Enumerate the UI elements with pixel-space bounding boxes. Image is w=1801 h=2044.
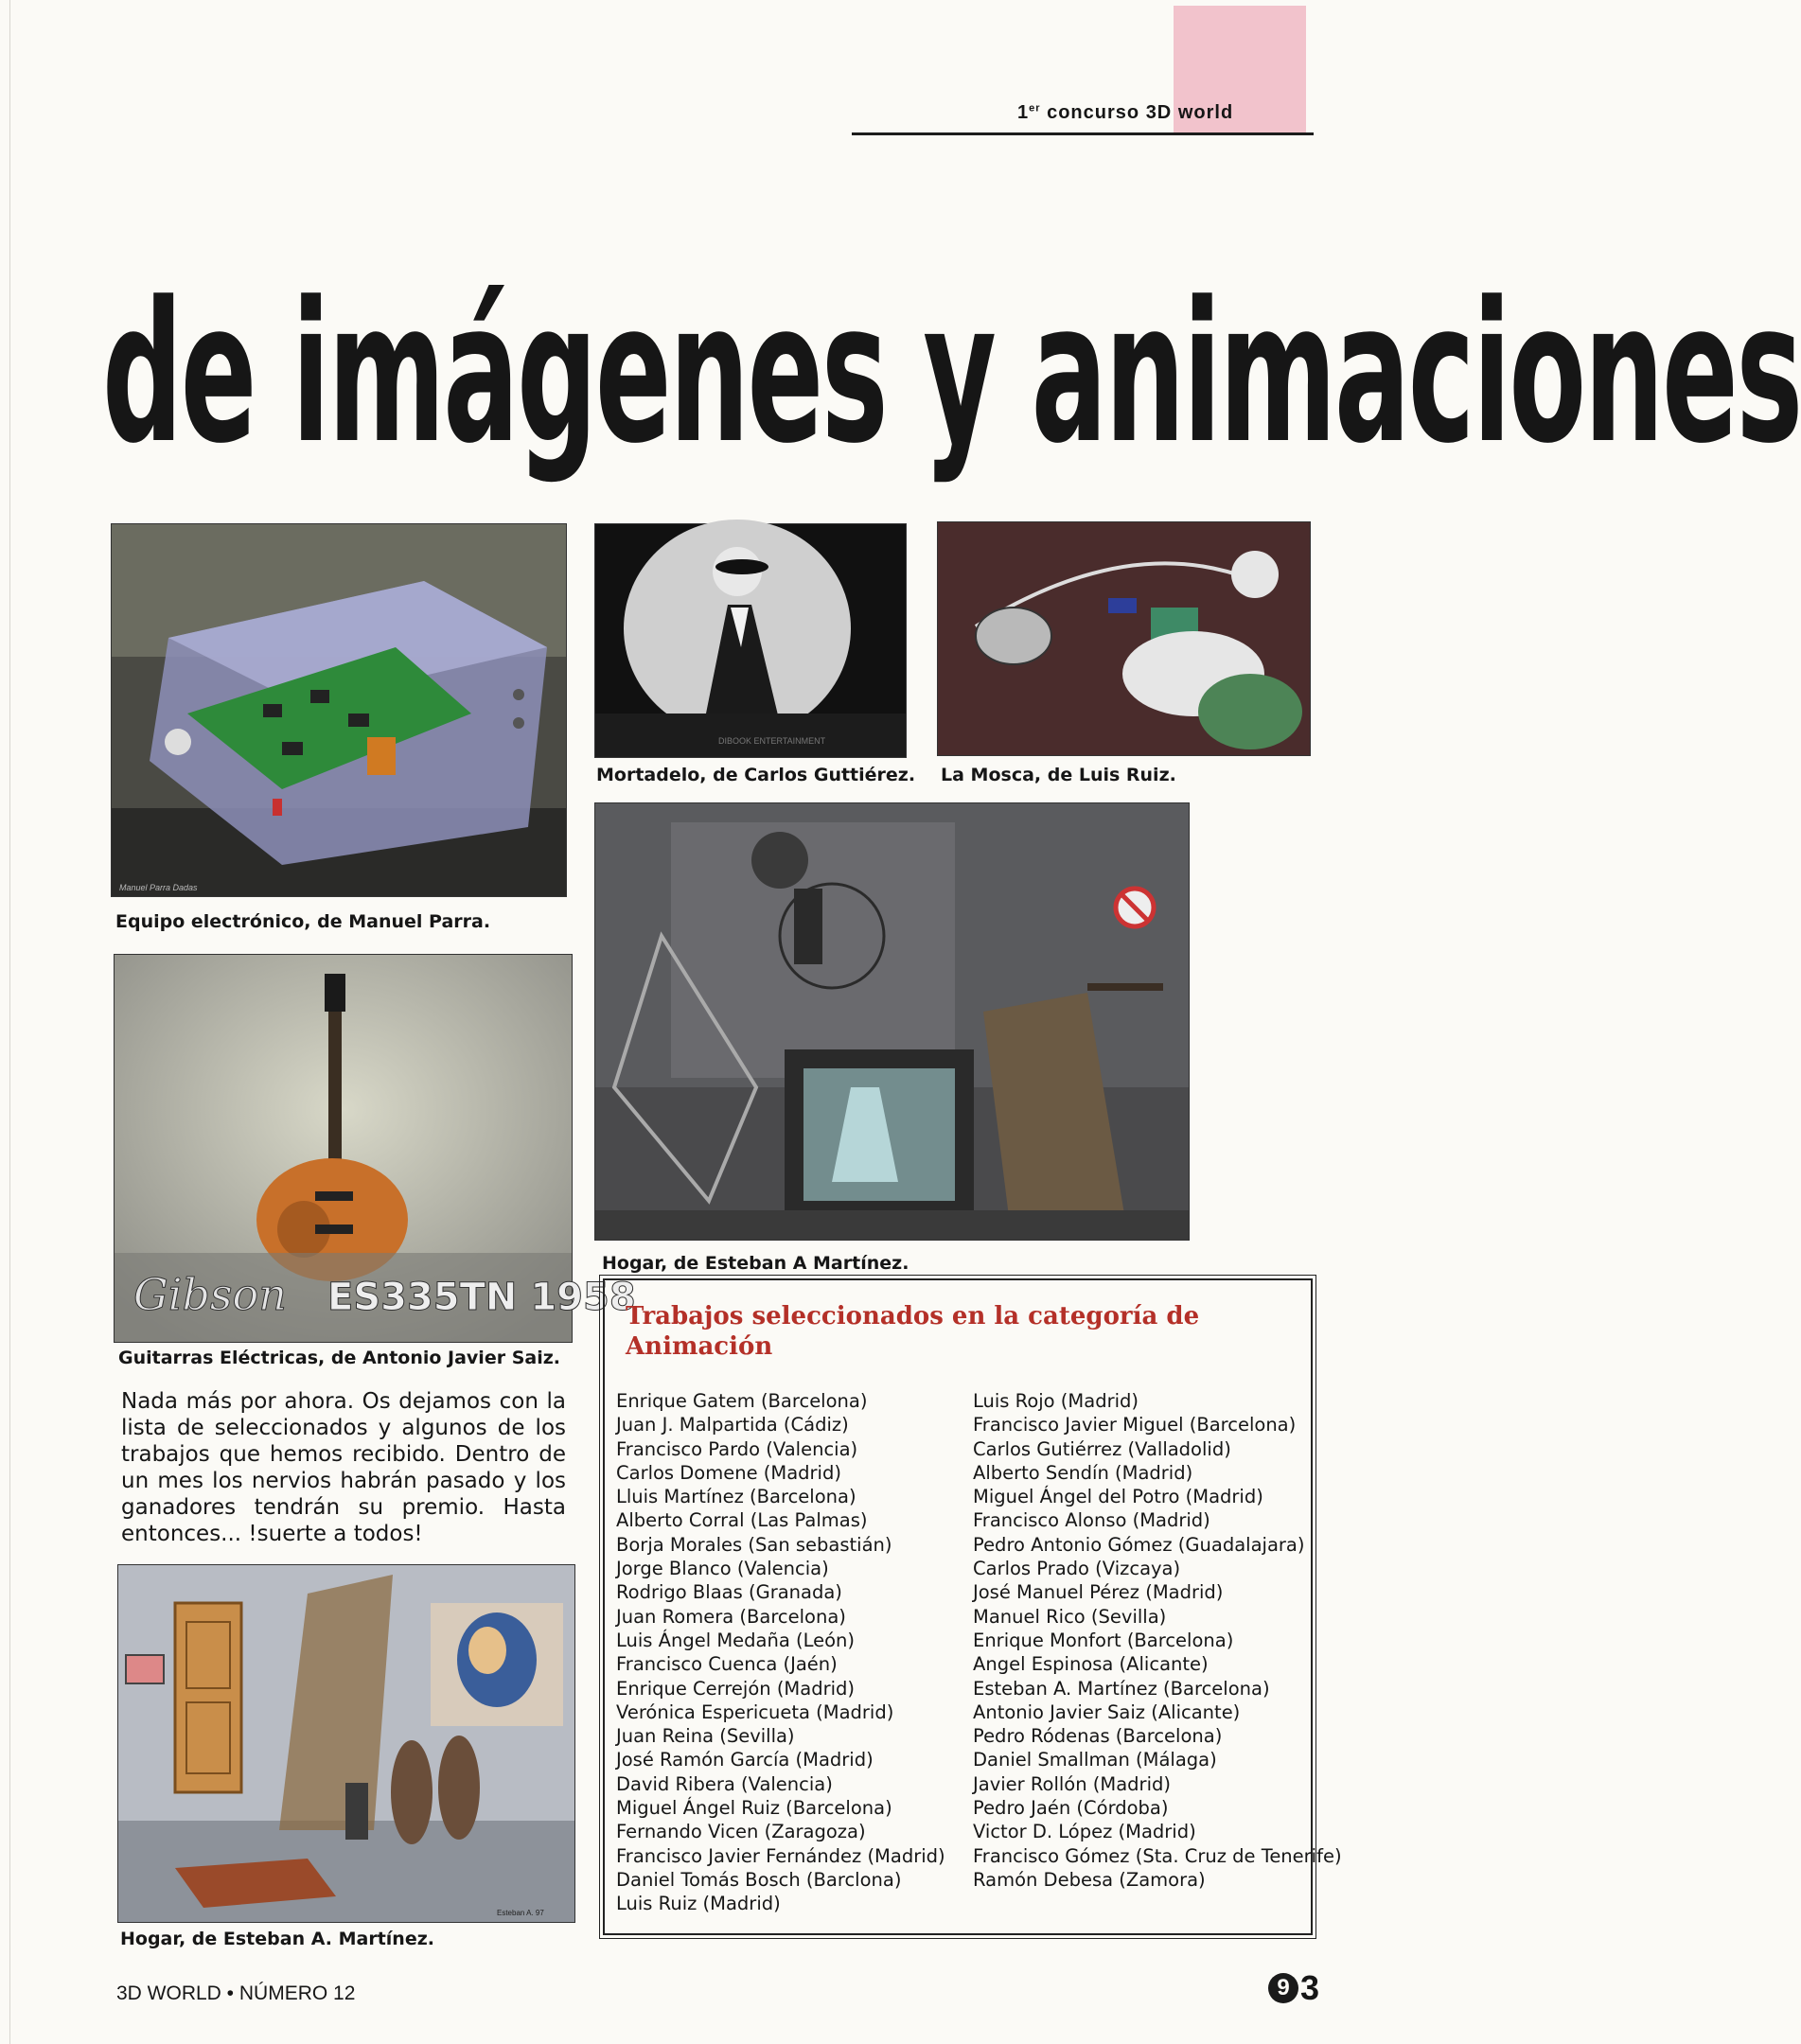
- mortadelo-watermark: DIBOOK ENTERTAINMENT: [718, 736, 826, 746]
- body-paragraph: Nada más por ahora. Os dejamos con la lista de seleccionados y algunos de los trabajos que hemos recibido. Dentro de un mes los nervios habrán pasado y los ganadores tendrán su premio. Hasta entonces... !suerte a todos!: [121, 1389, 566, 1546]
- image-la-mosca: [937, 521, 1311, 756]
- selected-entry: Francisco Javier Fernández (Madrid): [616, 1844, 945, 1867]
- footer-magazine: 3D WORLD • NÚMERO 12: [116, 1982, 356, 2004]
- selected-entry: Francisco Alonso (Madrid): [973, 1509, 1210, 1532]
- selected-entry: José Ramón García (Madrid): [616, 1749, 874, 1771]
- selected-entry: Daniel Tomás Bosch (Barclona): [616, 1868, 902, 1891]
- section-label-3d: 3D: [1145, 102, 1173, 123]
- page-headline: de imágenes y animaciones: [102, 261, 1801, 486]
- selected-entry: Esteban A. Martínez (Barcelona): [973, 1677, 1270, 1700]
- caption-hogar-small: Hogar, de Esteban A. Martínez.: [120, 1929, 434, 1949]
- selected-entry: Alberto Sendín (Madrid): [973, 1461, 1193, 1484]
- selected-list-left: [616, 1389, 945, 1916]
- selected-entry: Fernando Vicen (Zaragoza): [616, 1821, 866, 1843]
- gibson-logo-model: ES335TN 1958: [327, 1276, 636, 1319]
- section-ordinal: 1: [1017, 102, 1030, 123]
- selected-entry: Miguel Ángel Ruiz (Barcelona): [616, 1797, 892, 1820]
- selected-entry: Luis Ángel Medaña (León): [616, 1629, 856, 1651]
- selected-entry: Antonio Javier Saiz (Alicante): [973, 1700, 1241, 1723]
- selected-entry: Pedro Ródenas (Barcelona): [973, 1725, 1223, 1748]
- selected-entry: Ramón Debesa (Zamora): [973, 1868, 1206, 1891]
- selected-entry: Juan Reina (Sevilla): [616, 1725, 795, 1748]
- selected-entry: Pedro Antonio Gómez (Guadalajara): [973, 1533, 1305, 1556]
- selected-entry: Francisco Javier Miguel (Barcelona): [973, 1414, 1297, 1436]
- caption-hogar-large: Hogar, de Esteban A Martínez.: [602, 1253, 909, 1274]
- selected-entry: Victor D. López (Madrid): [973, 1821, 1196, 1843]
- image-gibson-guitar: [114, 954, 636, 1343]
- page-edge-line: [9, 0, 10, 2044]
- caption-gibson: Guitarras Eléctricas, de Antonio Javier Saiz.: [118, 1348, 560, 1368]
- selected-entry: Enrique Gatem (Barcelona): [616, 1390, 868, 1412]
- selected-works-box: [603, 1278, 1342, 1935]
- section-label-world: world: [1177, 102, 1234, 123]
- selected-entry: Luis Rojo (Madrid): [973, 1390, 1139, 1412]
- page-number: [1268, 1968, 1319, 2008]
- selected-entry: Luis Ruiz (Madrid): [616, 1893, 781, 1915]
- selected-entry: Juan Romera (Barcelona): [616, 1605, 846, 1628]
- selected-list-right: [973, 1389, 1342, 1892]
- page-number-rest: 3: [1300, 1968, 1320, 2007]
- selected-entry: Enrique Cerrejón (Madrid): [616, 1677, 856, 1700]
- selected-entry: Carlos Prado (Vizcaya): [973, 1558, 1181, 1580]
- selected-entry: Javier Rollón (Madrid): [973, 1772, 1171, 1795]
- image-hogar-large: [594, 802, 1190, 1241]
- image-equipo-electronico: [111, 523, 567, 897]
- selected-entry: Rodrigo Blaas (Granada): [616, 1581, 842, 1604]
- selected-entry: José Manuel Pérez (Madrid): [973, 1581, 1224, 1604]
- image-hogar-small: [117, 1564, 575, 1923]
- selected-entry: Pedro Jaén (Córdoba): [973, 1797, 1169, 1820]
- page-number-circle: 9: [1268, 1973, 1298, 2003]
- gibson-logo-script: Gibson: [133, 1269, 287, 1320]
- selected-entry: Angel Espinosa (Alicante): [973, 1653, 1209, 1676]
- image-mortadelo: [594, 523, 907, 758]
- selected-works-title: Trabajos seleccionados en la categoría de Animación: [626, 1302, 1200, 1361]
- selected-entry: David Ribera (Valencia): [616, 1772, 833, 1795]
- hogar-small-signature: Esteban A. 97: [497, 1909, 544, 1917]
- selected-entry: Miguel Ángel del Potro (Madrid): [973, 1486, 1263, 1508]
- selected-entry: Manuel Rico (Sevilla): [973, 1605, 1167, 1628]
- equipo-watermark: Manuel Parra Dadas: [119, 883, 198, 892]
- header-rule: [852, 132, 1314, 135]
- caption-equipo-electronico: Equipo electrónico, de Manuel Parra.: [115, 911, 491, 932]
- selected-entry: Carlos Domene (Madrid): [616, 1461, 841, 1484]
- selected-entry: Borja Morales (San sebastián): [616, 1533, 892, 1556]
- section-ordinal-sup: er: [1029, 102, 1041, 115]
- selected-entry: Verónica Espericueta (Madrid): [616, 1700, 894, 1723]
- selected-entry: Alberto Corral (Las Palmas): [616, 1509, 868, 1532]
- selected-entry: Francisco Gómez (Sta. Cruz de Tenerife): [973, 1844, 1342, 1867]
- caption-la-mosca: La Mosca, de Luis Ruiz.: [941, 765, 1176, 785]
- selected-entry: Francisco Cuenca (Jaén): [616, 1653, 838, 1676]
- selected-entry: Daniel Smallman (Málaga): [973, 1749, 1217, 1771]
- caption-mortadelo: Mortadelo, de Carlos Guttiérez.: [596, 765, 916, 785]
- selected-entry: Enrique Monfort (Barcelona): [973, 1629, 1234, 1651]
- selected-entry: Juan J. Malpartida (Cádiz): [616, 1414, 849, 1436]
- section-label-word: concurso: [1047, 102, 1140, 123]
- selected-entry: Francisco Pardo (Valencia): [616, 1437, 858, 1460]
- selected-entry: Carlos Gutiérrez (Valladolid): [973, 1437, 1231, 1460]
- selected-entry: Jorge Blanco (Valencia): [616, 1558, 829, 1580]
- section-label: [1017, 102, 1233, 124]
- selected-entry: Lluis Martínez (Barcelona): [616, 1486, 856, 1508]
